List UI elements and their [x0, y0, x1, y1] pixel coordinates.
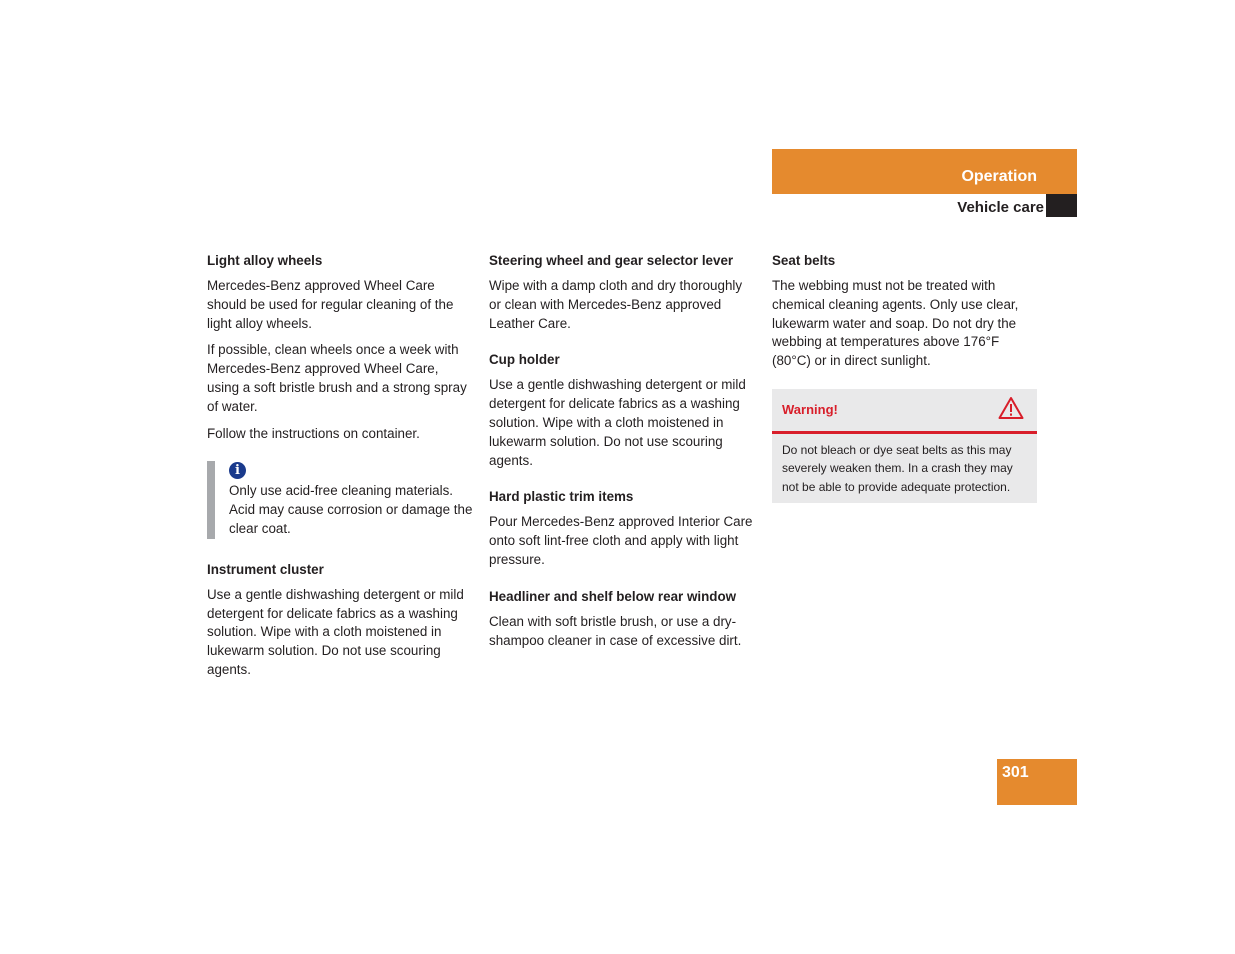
info-text: Only use acid-free cleaning materials. Acid may cause corrosion or damage the clear coat. [229, 483, 473, 536]
paragraph: If possible, clean wheels once a week with Mercedes-Benz approved Wheel Care, using a soft bristle brush and a strong spray of water. [207, 342, 467, 414]
section-hard-plastic-trim [489, 488, 757, 569]
heading-light-alloy-wheels: Light alloy wheels [207, 253, 323, 268]
section-header-bar [772, 149, 1077, 194]
heading-instrument-cluster: Instrument cluster [207, 561, 324, 577]
section-title: Operation [961, 168, 1037, 185]
paragraph: The webbing must not be treated with chemical cleaning agents. Only use clear, lukewarm water and soap. Do not dry the webbing at temperatures above 176°F (80°C) or in direct sunlight. [772, 278, 1019, 369]
warning-header [772, 389, 1037, 434]
column-middle [489, 252, 757, 668]
section-seat-belts [772, 252, 1037, 371]
heading-cup-holder: Cup holder [489, 352, 560, 368]
warning-box [772, 389, 1037, 504]
paragraph: Clean with soft bristle brush, or use a dry-shampoo cleaner in case of excessive dirt. [489, 613, 742, 648]
section-light-alloy-wheels [207, 252, 473, 443]
heading-headliner: Headliner and shelf below rear window [489, 588, 737, 604]
page-number: 301 [1002, 764, 1029, 781]
column-right [772, 252, 1037, 503]
column-left [207, 252, 473, 698]
warning-title: Warning! [782, 401, 838, 417]
paragraph: Pour Mercedes-Benz approved Interior Care onto soft lint-free cloth and apply with light pressure. [489, 514, 753, 567]
paragraph: Use a gentle dishwashing detergent or mild detergent for delicate fabrics as a washing solution. Wipe with a cloth moistened in lukewarm solution. Do not use scouring agents. [489, 377, 746, 468]
section-headliner [489, 588, 757, 651]
warning-triangle-icon [998, 396, 1024, 426]
heading-steering-wheel: Steering wheel and gear selector lever [489, 253, 734, 268]
info-bar [207, 461, 215, 538]
paragraph: Mercedes-Benz approved Wheel Care should be used for regular cleaning of the light alloy wheels. [207, 278, 454, 331]
paragraph: Wipe with a damp cloth and dry thoroughly or clean with Mercedes-Benz approved Leather Care. [489, 278, 743, 331]
page-number-box [997, 759, 1077, 805]
warning-text: Do not bleach or dye seat belts as this may severely weaken them. In a crash they may not be able to provide adequate protection. [782, 442, 1013, 494]
info-icon: i [229, 462, 246, 479]
heading-seat-belts: Seat belts [772, 253, 836, 268]
section-instrument-cluster [207, 561, 473, 680]
section-cup-holder [489, 351, 757, 470]
section-steering-wheel [489, 252, 757, 333]
paragraph: Use a gentle dishwashing detergent or mild detergent for delicate fabrics as a washing solution. Wipe with a cloth moistened in lukewarm solution. Do not use scouring agents. [207, 586, 464, 677]
heading-hard-plastic-trim: Hard plastic trim items [489, 489, 634, 505]
paragraph: Follow the instructions on container. [207, 425, 420, 441]
header-marker [1046, 194, 1077, 217]
info-note [207, 461, 473, 538]
subsection-title: Vehicle care [957, 199, 1044, 216]
